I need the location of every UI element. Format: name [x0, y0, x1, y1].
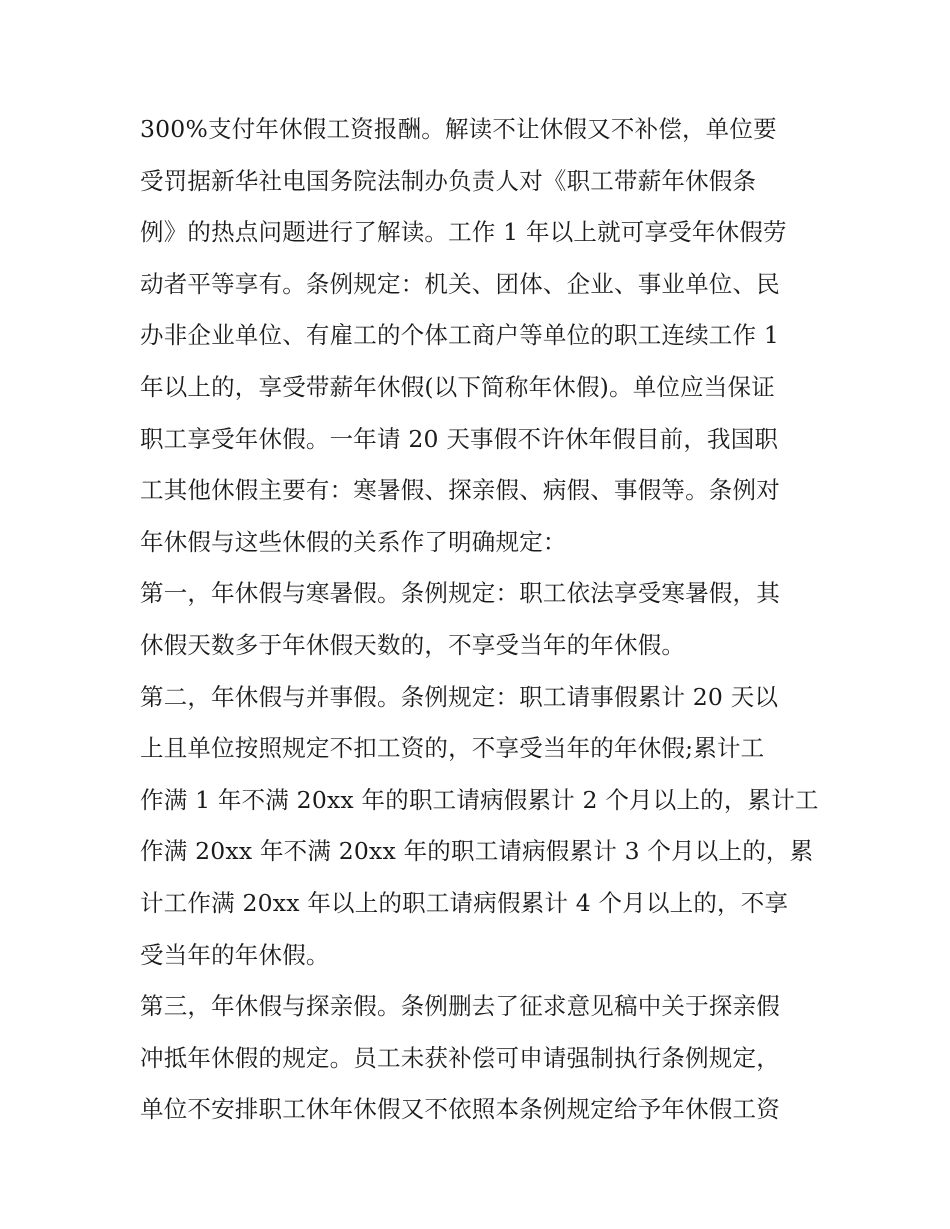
text-line: 300%支付年休假工资报酬。解读不让休假又不补偿，单位要	[140, 115, 777, 143]
text-line: 冲抵年休假的规定。员工未获补偿可申请强制执行条例规定，	[140, 1043, 780, 1072]
text-line: 动者平等享有。条例规定：机关、团体、企业、事业单位、民	[140, 269, 780, 298]
text-line: 单位不安排职工休年休假又不依照本条例规定给予年休假工资	[140, 1095, 780, 1124]
text-line: 年休假与这些休假的关系作了明确规定：	[140, 527, 567, 556]
text-line: 例》的热点问题进行了解读。工作 1 年以上就可享受年休假劳	[140, 218, 787, 247]
text-line: 作满 1 年不满 20xx 年的职工请病假累计 2 个月以上的，累计工	[140, 785, 819, 814]
text-line: 第二，年休假与并事假。条例规定：职工请事假累计 20 天以	[140, 682, 779, 711]
text-line: 第三，年休假与探亲假。条例删去了征求意见稿中关于探亲假	[140, 992, 780, 1021]
text-line: 办非企业单位、有雇工的个体工商户等单位的职工连续工作 1	[140, 321, 780, 350]
text-line: 年以上的，享受带薪年休假(以下简称年休假)。单位应当保证	[140, 372, 775, 401]
text-line: 受当年的年休假。	[140, 940, 330, 969]
text-line: 休假天数多于年休假天数的，不享受当年的年休假。	[140, 630, 686, 659]
document-body	[140, 104, 820, 1136]
text-line: 工其他休假主要有：寒暑假、探亲假、病假、事假等。条例对	[140, 476, 780, 505]
text-line: 受罚据新华社电国务院法制办负责人对《职工带薪年休假条	[140, 166, 757, 195]
text-line: 作满 20xx 年不满 20xx 年的职工请病假累计 3 个月以上的，累	[140, 837, 814, 866]
text-line: 第一，年休假与寒暑假。条例规定：职工依法享受寒暑假，其	[140, 579, 780, 608]
text-line: 计工作满 20xx 年以上的职工请病假累计 4 个月以上的，不享	[140, 888, 789, 917]
text-line: 职工享受年休假。一年请 20 天事假不许休年假目前，我国职	[140, 424, 779, 453]
text-line: 上且单位按照规定不扣工资的，不享受当年的年休假;累计工	[140, 734, 765, 763]
